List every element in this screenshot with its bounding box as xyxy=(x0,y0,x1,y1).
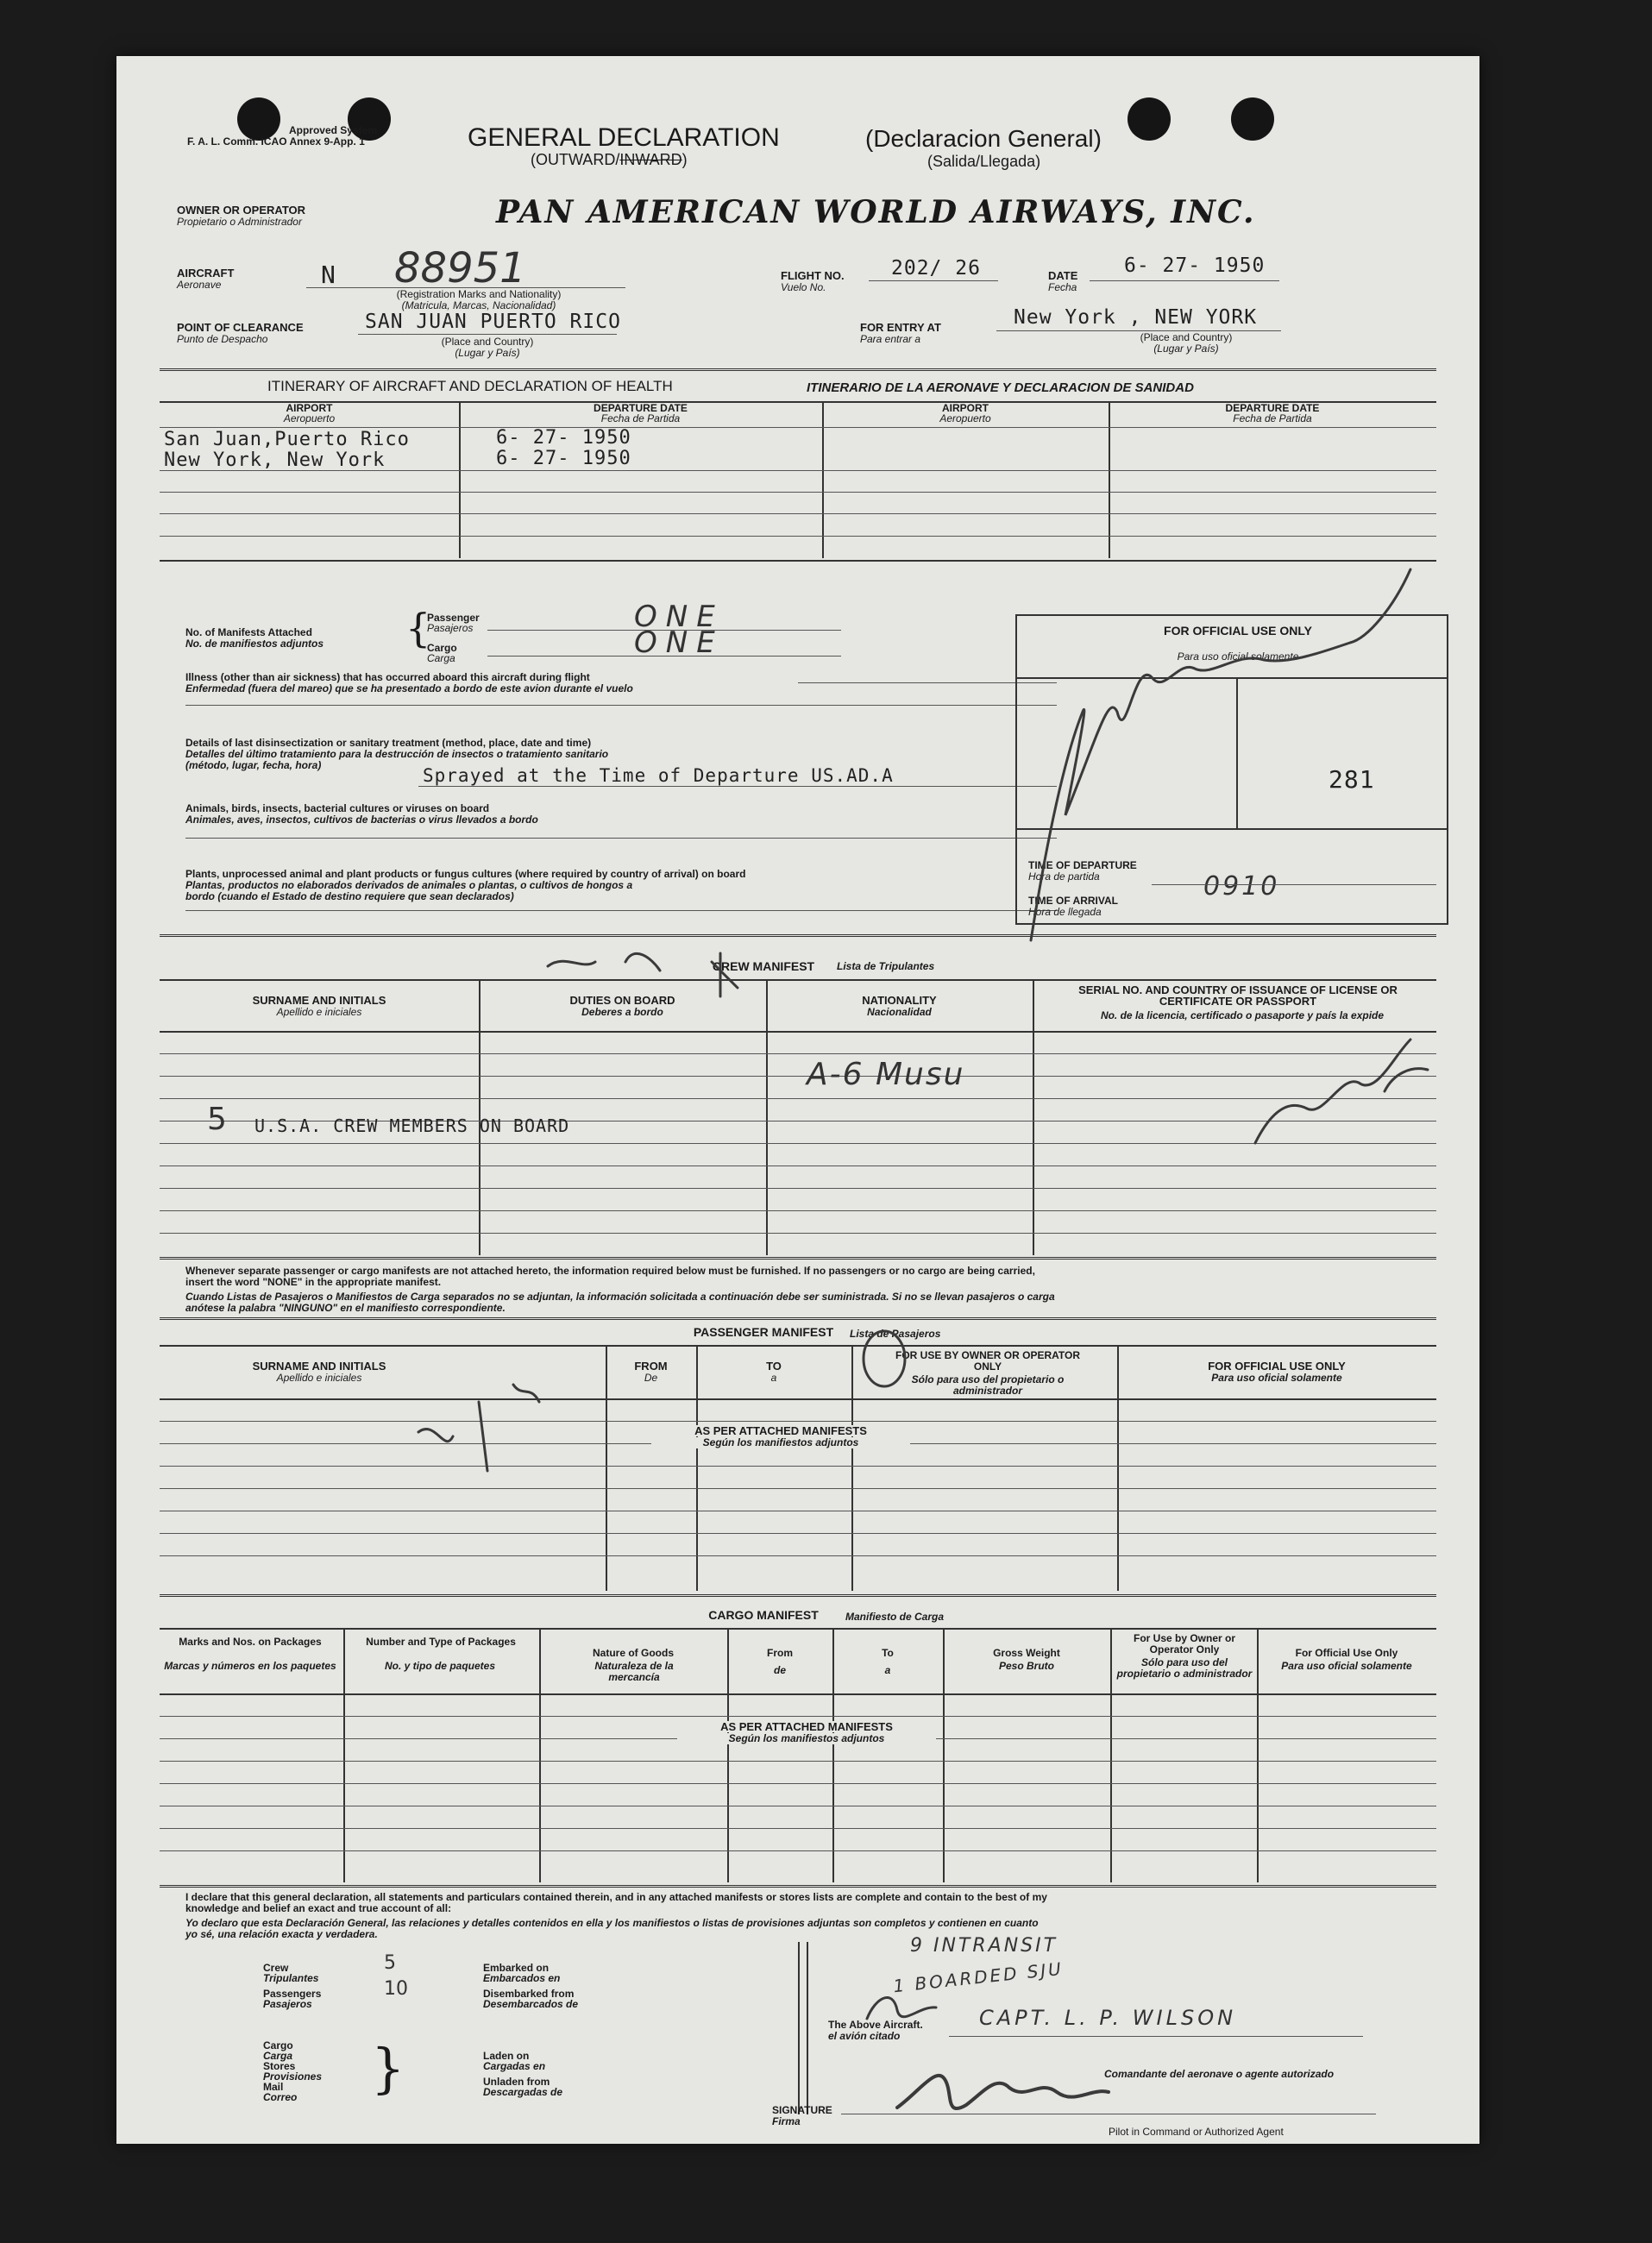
departure-time-value: 0910 xyxy=(1203,871,1280,902)
itin-row1-date: 6- 27- 1950 xyxy=(496,427,631,449)
notice-line1: Whenever separate passenger or cargo manifests are not attached hereto, the information required below must be furnished. If no passengers or no cargo are being carried, xyxy=(185,1265,1035,1277)
decl-embarked-es: Embarcados en xyxy=(483,1972,561,1984)
itinerary-title-es: ITINERARIO DE LA AERONAVE Y DECLARACION DE SANIDAD xyxy=(807,380,1194,395)
itin-row2-date: 6- 27- 1950 xyxy=(496,448,631,469)
passenger-col-surname: SURNAME AND INITIALS xyxy=(252,1360,386,1373)
crew-count-handwritten: 5 xyxy=(207,1102,227,1137)
cargo-col-to: To xyxy=(882,1647,894,1659)
decl-cargo-brace: } xyxy=(371,2037,405,2100)
passenger-col-from-es: De xyxy=(644,1372,658,1384)
crew-col-duties: DUTIES ON BOARD xyxy=(569,994,675,1007)
captain-name-handwritten: CAPT. L. P. WILSON xyxy=(979,2006,1237,2030)
flight-label: FLIGHT NO. xyxy=(781,269,845,282)
decl-stores: Stores xyxy=(263,2060,296,2072)
disinsect-label-es: Detalles del último tratamiento para la destrucción de insectos o tratamiento sanitario xyxy=(185,748,609,760)
cargo-col-nature: Nature of Goods xyxy=(592,1647,674,1659)
decl-intransit-handwritten: 9 INTRANSIT xyxy=(910,1935,1058,1957)
decl-disembarked-es: Desembarcados de xyxy=(483,1998,579,2010)
animals-label: Animals, birds, insects, bacterial cultures or viruses on board xyxy=(185,802,490,814)
entry-caption1: (Place and Country) xyxy=(1140,331,1233,343)
itin-col-airport-2-es: Aeropuerto xyxy=(939,412,991,424)
passenger-title-es: Lista de Pasajeros xyxy=(850,1328,941,1340)
cargo-title-es: Manifiesto de Carga xyxy=(845,1611,945,1623)
decl-mail-es: Correo xyxy=(263,2091,298,2103)
crew-col-duties-es: Deberes a bordo xyxy=(581,1006,663,1018)
cargo-col-weight: Gross Weight xyxy=(993,1647,1060,1659)
itin-col-airport-1-es: Aeropuerto xyxy=(283,412,336,424)
date-value: 6- 27- 1950 xyxy=(1124,254,1266,277)
passenger-attached: AS PER ATTACHED MANIFESTS xyxy=(651,1425,910,1436)
flight-label-es: Vuelo No. xyxy=(781,281,826,293)
signature-label-es: Firma xyxy=(772,2115,801,2127)
authorized-label-es: Comandante del aeronave o agente autorizado xyxy=(1104,2068,1335,2080)
illness-label: Illness (other than air sickness) that has occurred aboard this aircraft during flight xyxy=(185,671,590,683)
aircraft-prefix: N xyxy=(321,261,336,289)
itinerary-title: ITINERARY OF AIRCRAFT AND DECLARATION OF HEALTH xyxy=(267,378,673,394)
notice-line2: insert the word "NONE" in the appropriate manifest. xyxy=(185,1276,442,1288)
cargo-col-to-es: a xyxy=(884,1664,891,1676)
form-subtitle-spanish: (Salida/Llegada) xyxy=(927,153,1041,170)
cargo-col-from-es: de xyxy=(773,1664,786,1676)
itin-col-airport-1: AIRPORT xyxy=(286,402,333,414)
animals-label-es: Animales, aves, insectos, cultivos de bacterias o virus llevados a bordo xyxy=(185,814,538,826)
crew-title: CREW MANIFEST xyxy=(712,959,815,973)
document-sheet xyxy=(116,56,1479,2144)
subtitle-outward: (OUTWARD/ xyxy=(531,151,620,168)
signature-scrawl-crew xyxy=(1255,1040,1428,1143)
crew-title-es: Lista de Tripulantes xyxy=(837,960,935,972)
declaration-line3: Yo declaro que esta Declaración General, las relaciones y detalles contenidos en ella y los manifiestos o listas de provisiones adjuntas son completos y contienen en cuanto xyxy=(185,1917,1039,1929)
departure-time-label-es: Hora de partida xyxy=(1028,870,1100,883)
itin-row1-airport: San Juan,Puerto Rico xyxy=(164,429,410,450)
notice-line3: Cuando Listas de Pasajeros o Manifiestos de Carga separados no se adjuntan, la información solicitada a continuación debe ser suministrada. Si no se llevan pasajeros o carga xyxy=(185,1291,1055,1303)
passenger-col-official: FOR OFFICIAL USE ONLY xyxy=(1208,1360,1346,1373)
owner-label: OWNER OR OPERATOR xyxy=(177,204,306,217)
decl-mail: Mail xyxy=(263,2081,284,2093)
cargo-col-number: Number and Type of Packages xyxy=(366,1636,516,1648)
manifests-brace: { xyxy=(405,605,431,651)
clearance-value: SAN JUAN PUERTO RICO xyxy=(365,311,621,333)
passenger-label-es: Pasajeros xyxy=(427,622,474,634)
passenger-col-owner-es: Sólo para uso del propietario o administrador xyxy=(911,1373,1065,1397)
cargo-label: Cargo xyxy=(427,642,457,654)
cargo-title: CARGO MANIFEST xyxy=(708,1608,819,1622)
circled-mark xyxy=(864,1331,905,1386)
form-title-spanish: (Declaracion General) xyxy=(865,125,1102,152)
disinsect-label-es2: (método, lugar, fecha, hora) xyxy=(185,759,322,771)
cargo-col-owner: For Use by Owner or Operator Only xyxy=(1133,1632,1236,1656)
clearance-caption1: (Place and Country) xyxy=(441,336,534,348)
captain-signature xyxy=(897,2076,1109,2108)
manifests-label: No. of Manifests Attached xyxy=(185,626,312,638)
cargo-col-number-es: No. y tipo de paquetes xyxy=(384,1660,495,1672)
subtitle-close: ) xyxy=(682,151,688,168)
illness-label-es: Enfermedad (fuera del mareo) que se ha presentado a bordo de este avion durante el vuelo xyxy=(185,682,633,694)
crew-nationality-handwritten: A-6 Musu xyxy=(807,1057,965,1092)
passenger-col-to-es: a xyxy=(770,1372,777,1384)
cargo-col-from: From xyxy=(767,1647,793,1659)
entry-label-es: Para entrar a xyxy=(860,333,921,345)
flight-value: 202/ 26 xyxy=(891,257,981,280)
disinsect-label: Details of last disinsectization or sanitary treatment (method, place, date and time) xyxy=(185,737,592,749)
handwritten-marks xyxy=(116,56,1479,2144)
cargo-manifest-count: ONE xyxy=(634,625,724,660)
crew-note: U.S.A. CREW MEMBERS ON BOARD xyxy=(254,1115,570,1136)
signature-label: SIGNATURE xyxy=(772,2104,832,2116)
decl-crew: Crew xyxy=(263,1962,289,1974)
cargo-col-marks: Marks and Nos. on Packages xyxy=(179,1636,322,1648)
crew-col-surname-es: Apellido e iniciales xyxy=(276,1006,362,1018)
crew-col-surname: SURNAME AND INITIALS xyxy=(252,994,386,1007)
crew-col-nationality-es: Nacionalidad xyxy=(867,1006,932,1018)
passenger-title: PASSENGER MANIFEST xyxy=(693,1325,834,1339)
plants-label-es: Plantas, productos no elaborados derivados de animales o plantas, o cultivos de hongos a xyxy=(185,879,633,891)
cargo-col-weight-es: Peso Bruto xyxy=(998,1660,1054,1672)
decl-passengers-es: Pasajeros xyxy=(263,1998,312,2010)
passenger-col-surname-es: Apellido e iniciales xyxy=(276,1372,362,1384)
aircraft-registration: 88951 xyxy=(394,244,526,292)
cargo-label-es: Carga xyxy=(427,652,455,664)
arrival-time-label-es: Hora de llegada xyxy=(1028,906,1102,918)
clearance-label: POINT OF CLEARANCE xyxy=(177,321,304,334)
declaration-line4: yo sé, una relación exacta y verdadera. xyxy=(185,1928,378,1940)
passenger-col-official-es: Para uso oficial solamente xyxy=(1211,1372,1342,1384)
subtitle-inward-struck: INWARD xyxy=(619,151,682,168)
date-label: DATE xyxy=(1048,269,1078,282)
cargo-attached-es: Según los manifiestos adjuntos xyxy=(677,1733,936,1744)
decl-laden: Laden on xyxy=(483,2050,530,2062)
cargo-col-official-es: Para uso oficial solamente xyxy=(1281,1660,1412,1672)
official-title: FOR OFFICIAL USE ONLY xyxy=(1164,624,1312,638)
decl-passengers: Passengers xyxy=(263,1988,322,2000)
plants-label: Plants, unprocessed animal and plant products or fungus cultures (where required by country of arrival) on board xyxy=(185,868,746,880)
passenger-manifest-count: ONE xyxy=(634,600,724,634)
crew-col-serial-es: No. de la licencia, certificado o pasaporte y país la expide xyxy=(1100,1009,1385,1021)
passenger-col-owner: FOR USE BY OWNER OR OPERATOR ONLY xyxy=(895,1349,1081,1373)
passenger-col-to: TO xyxy=(766,1360,782,1373)
entry-value: New York , NEW YORK xyxy=(1014,306,1258,329)
cargo-attached: AS PER ATTACHED MANIFESTS xyxy=(677,1721,936,1732)
aircraft-label: AIRCRAFT xyxy=(177,267,235,280)
decl-unladen-es: Descargadas de xyxy=(483,2086,563,2098)
decl-unladen: Unladen from xyxy=(483,2076,550,2088)
cargo-col-marks-es: Marcas y números en los paquetes xyxy=(164,1660,336,1672)
crew-col-serial: SERIAL NO. AND COUNTRY OF ISSUANCE OF LICENSE OR CERTIFICATE OR PASSPORT xyxy=(1078,983,1398,1008)
arrival-time-label: TIME OF ARRIVAL xyxy=(1028,895,1118,907)
authorized-label-en: Pilot in Command or Authorized Agent xyxy=(1109,2126,1284,2138)
plants-label-es2: bordo (cuando el Estado de destino requiere que sean declarados) xyxy=(185,890,514,902)
form-title: GENERAL DECLARATION xyxy=(468,123,780,152)
passenger-label: Passenger xyxy=(427,612,480,624)
aircraft-label-es: Aeronave xyxy=(177,279,222,291)
above-aircraft-label-es: el avión citado xyxy=(828,2030,901,2042)
clearance-label-es: Punto de Despacho xyxy=(177,333,268,345)
owner-label-es: Propietario o Administrador xyxy=(177,216,302,228)
entry-caption2: (Lugar y País) xyxy=(1153,342,1219,355)
official-number: 281 xyxy=(1329,765,1375,794)
departure-time-label: TIME OF DEPARTURE xyxy=(1028,859,1137,871)
official-title-es: Para uso oficial solamente xyxy=(1177,650,1299,663)
aircraft-caption2: (Matricula, Marcas, Nacionalidad) xyxy=(401,299,556,311)
disinsect-value: Sprayed at the Time of Departure US.AD.A xyxy=(423,765,894,786)
owner-value: PAN AMERICAN WORLD AIRWAYS, INC. xyxy=(496,194,1256,230)
aircraft-caption1: (Registration Marks and Nationality) xyxy=(396,288,562,300)
clearance-caption2: (Lugar y País) xyxy=(455,347,520,359)
crew-col-nationality: NATIONALITY xyxy=(862,994,937,1007)
above-aircraft-label: The Above Aircraft. xyxy=(828,2019,923,2031)
declaration-line1: I declare that this general declaration, all statements and particulars contained therein, and in any attached manifests or stores lists are complete and contain to the best of my xyxy=(185,1891,1047,1903)
initials-scrawl xyxy=(548,953,738,996)
decl-boarded-handwritten: 1 BOARDED SJU xyxy=(892,1957,1065,1997)
passenger-col-from: FROM xyxy=(634,1360,668,1373)
decl-passengers-count: 10 xyxy=(384,1978,408,2000)
entry-label: FOR ENTRY AT xyxy=(860,321,941,334)
signature-scrawl-official xyxy=(1031,569,1410,940)
decl-cargo-es: Carga xyxy=(263,2050,293,2062)
itin-row2-airport: New York, New York xyxy=(164,449,386,471)
decl-crew-count: 5 xyxy=(384,1952,396,1974)
cargo-col-nature-es: Naturaleza de la mercancía xyxy=(594,1660,674,1683)
declaration-line2: knowledge and belief an exact and true account of all: xyxy=(185,1902,452,1914)
captain-initials-scrawl xyxy=(867,1998,936,2019)
itin-col-airport-2: AIRPORT xyxy=(942,402,989,414)
decl-stores-es: Provisiones xyxy=(263,2070,323,2083)
passenger-scrawl xyxy=(418,1385,539,1471)
itin-col-departure-2: DEPARTURE DATE xyxy=(1225,402,1320,414)
notice-line4: anótese la palabra "NINGUNO" en el manifiesto correspondiente. xyxy=(185,1302,506,1314)
itin-col-departure-1-es: Fecha de Partida xyxy=(600,412,681,424)
itin-col-departure-1: DEPARTURE DATE xyxy=(594,402,688,414)
passenger-attached-es: Según los manifiestos adjuntos xyxy=(651,1437,910,1448)
decl-crew-es: Tripulantes xyxy=(263,1972,319,1984)
decl-laden-es: Cargadas en xyxy=(483,2060,546,2072)
approval-line2: F. A. L. Comm. ICAO Annex 9-App. 1 xyxy=(187,135,365,148)
manifests-label-es: No. de manifiestos adjuntos xyxy=(185,638,324,650)
decl-embarked: Embarked on xyxy=(483,1962,550,1974)
decl-disembarked: Disembarked from xyxy=(483,1988,575,2000)
cargo-col-owner-es: Sólo para uso del propietario o administrador xyxy=(1116,1656,1253,1680)
date-label-es: Fecha xyxy=(1048,281,1077,293)
cargo-col-official: For Official Use Only xyxy=(1295,1647,1398,1659)
decl-cargo: Cargo xyxy=(263,2039,293,2051)
itin-col-departure-2-es: Fecha de Partida xyxy=(1233,412,1312,424)
approval-line1: Approved System xyxy=(288,124,377,136)
